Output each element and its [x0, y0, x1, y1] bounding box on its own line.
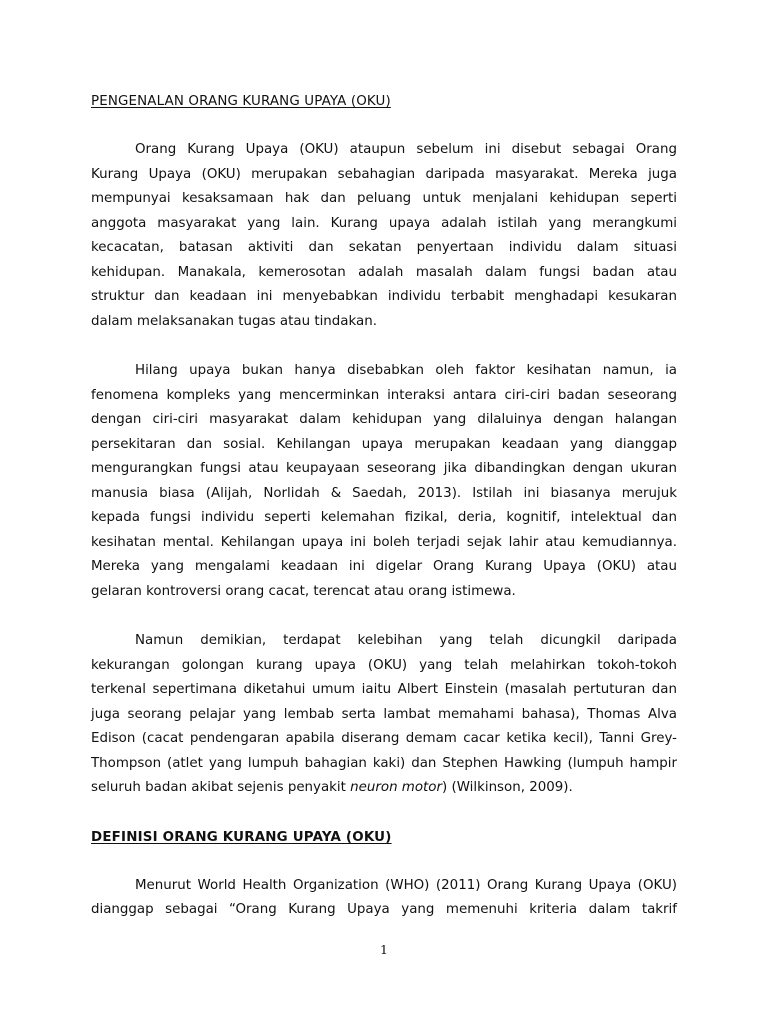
- paragraph-text: ) (Wilkinson, 2009).: [442, 780, 573, 795]
- paragraph-line: kehidupan. Manakala, kemerosotan adalah masalah dalam fungsi badan atau: [91, 264, 677, 280]
- paragraph-line: Orang Kurang Upaya (OKU) ataupun sebelum ini disebut sebagai Orang: [135, 142, 677, 157]
- paragraph-line: juga seorang pelajar yang lembab serta lambat memahami bahasa), Thomas Alva: [91, 706, 677, 722]
- paragraph-line: Menurut World Health Organization (WHO) (2011) Orang Kurang Upaya (OKU): [135, 877, 677, 893]
- paragraph-2: [91, 359, 677, 604]
- paragraph-line: dianggap sebagai “Orang Kurang Upaya yang memenuhi kriteria dalam takrif: [91, 902, 677, 917]
- paragraph-line: manusia biasa (Alijah, Norlidah & Saedah, 2013). Istilah ini biasanya merujuk: [91, 485, 677, 501]
- paragraph-line: Edison (cacat pendengaran apabila diserang demam cacar ketika kecil), Tanni Grey-: [91, 731, 677, 746]
- paragraph-line: kesihatan mental. Kehilangan upaya ini boleh terjadi sejak lahir atau kemudiannya.: [91, 534, 677, 550]
- paragraph-line: Mereka yang mengalami keadaan ini digelar Orang Kurang Upaya (OKU) atau: [91, 559, 677, 574]
- paragraph-line: mempunyai kesaksamaan hak dan peluang untuk menjalani kehidupan seperti: [91, 191, 677, 206]
- paragraph-4: [91, 874, 677, 923]
- paragraph-line: kekurangan golongan kurang upaya (OKU) yang telah melahirkan tokoh-tokoh: [91, 657, 677, 673]
- paragraph-text: seluruh badan akibat sejenis penyakit: [91, 780, 351, 795]
- paragraph-line: Thompson (atlet yang lumpuh bahagian kaki) dan Stephen Hawking (lumpuh hampir: [91, 755, 677, 771]
- paragraph-line: kecacatan, batasan aktiviti dan sekatan penyertaan individu dalam situasi: [91, 240, 677, 255]
- paragraph-line: mengurangkan fungsi atau keupayaan seseorang jika dibandingkan dengan ukuran: [91, 461, 677, 476]
- paragraph-line: Namun demikian, terdapat kelebihan yang telah dicungkil daripada: [135, 633, 677, 648]
- page-number: 1: [380, 942, 388, 957]
- paragraph-line: dengan ciri-ciri masyarakat dalam kehidupan yang dilaluinya dengan halangan: [91, 412, 677, 427]
- paragraph-1: [91, 138, 677, 334]
- paragraph-line: persekitaran dan sosial. Kehilangan upaya merupakan keadaan yang dianggap: [91, 436, 677, 452]
- paragraph-line: Hilang upaya bukan hanya disebabkan oleh faktor kesihatan namun, ia: [135, 363, 677, 378]
- paragraph-line: fenomena kompleks yang mencerminkan interaksi antara ciri-ciri badan seseorang: [91, 387, 677, 403]
- paragraph-line: struktur dan keadaan ini menyebabkan individu terbabit menghadapi kesukaran: [91, 289, 677, 304]
- paragraph-3: [91, 629, 677, 801]
- paragraph-line: kepada fungsi individu seperti kelemahan fizikal, deria, kognitif, intelektual dan: [91, 510, 677, 525]
- italic-term: neuron motor: [350, 780, 442, 795]
- paragraph-line: terkenal sepertimana diketahui umum iaitu Albert Einstein (masalah pertuturan dan: [91, 682, 677, 697]
- document-body: [91, 90, 677, 923]
- paragraph-line-with-italic: [91, 776, 677, 801]
- paragraph-line: gelaran kontroversi orang cacat, terencat atau orang istimewa.: [91, 583, 516, 599]
- section-heading-pengenalan: PENGENALAN ORANG KURANG UPAYA (OKU): [91, 94, 391, 109]
- paragraph-line: anggota masyarakat yang lain. Kurang upaya adalah istilah yang merangkumi: [91, 215, 677, 231]
- section-heading-definisi: DEFINISI ORANG KURANG UPAYA (OKU): [91, 829, 392, 845]
- paragraph-line: Kurang Upaya (OKU) merupakan sebahagian daripada masyarakat. Mereka juga: [91, 166, 677, 182]
- paragraph-line: dalam melaksanakan tugas atau tindakan.: [91, 313, 377, 329]
